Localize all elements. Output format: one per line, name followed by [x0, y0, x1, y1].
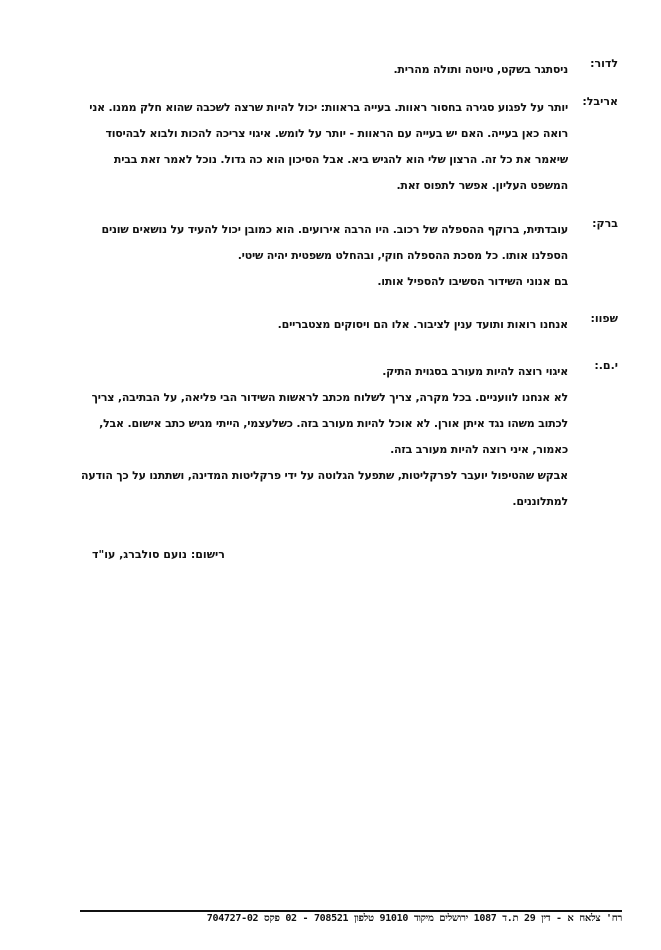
text-line: רואה כאן בעייה. האם יש בעייה עם הראוות - יותר על לומש. איגוי צריכה להכות ולבוא לבהיסוד	[105, 127, 568, 140]
entry-text	[48, 57, 568, 83]
text-line: למתלוננים.	[512, 495, 568, 508]
entry-text	[48, 312, 568, 338]
text-line: ניסתגר בשקט, טיוטה ותולה מהרית.	[393, 63, 568, 76]
text-line: לא אנחנו לוועניים. בכל מקרה, צריך לשלוח מכתב לראשות השידור הבי פליאה, על הבתיבה, צריך	[91, 391, 568, 404]
text-line: איגוי רוצה להיות מעורב בסגוית התיק.	[382, 365, 568, 378]
footer-divider	[80, 910, 622, 912]
entry-text	[48, 95, 568, 199]
text-line: אנחנו רואות ותועד ענין לציבור. אלו הם ויסוקים מצטבריים.	[277, 318, 568, 331]
speaker-name: שפוו:	[590, 312, 618, 325]
text-line: כאמור, איני רוצה להיות מעורב בזה.	[390, 443, 568, 456]
speaker-name: לדור:	[590, 57, 618, 70]
text-line: שיאמר את כל זה. הרצון שלי הוא להגיש ביא. אבל הסיכון הוא כה גדול. נוכל לאמר זאת בבית	[113, 153, 568, 166]
entry-text	[48, 359, 568, 515]
entry-text	[48, 217, 568, 295]
speaker-name: אריבל:	[582, 95, 618, 108]
text-line: המשפט העליון. אפשר לתפוס זאת.	[396, 179, 568, 192]
recorder-signature: רישום: נועם סולברג, עו"ד	[92, 548, 225, 561]
speaker-name: ברק:	[592, 217, 618, 230]
text-line: עובדתית, ברוקף ההספלה של רכוב. היו הרבה אירועים. הוא כמובן יכול להעיד על נושאים שונים	[101, 223, 568, 236]
text-line: הספלנו אותו. כל מסכת ההספלה חוקי, ובהחלט משפטית יהיה שיטי.	[237, 249, 568, 262]
text-line: אבקש שהטיפול יועבר לפרקליטות, שתפעל הגלוטה על ידי פרקליטות המדינה, ושתתנו על כך הודעה	[81, 469, 568, 482]
speaker-name: י.ם.:	[594, 359, 618, 372]
footer-address: רח' צלאח א - דין 29 ת.ד 1087 ירושלים מיקוד 91010 טלפון 708521 - 02 פקס 704727-02	[206, 913, 622, 924]
text-line: בם אנוני השידור הסשיבו להספיל אותו.	[377, 275, 568, 288]
text-line: לכתוב משהו נגד איתן אורן. לא אוכל להיות מעורב בזה. כשלעצמי, הייתי מגיש כתב אישום. אבל,	[99, 417, 568, 430]
text-line: יותר על לפגוע סגירה בחסור ראוות. בעייה בראוות: יכול להיות שרצה לשכבה שהוא חלק ממנו. אני	[89, 101, 568, 114]
